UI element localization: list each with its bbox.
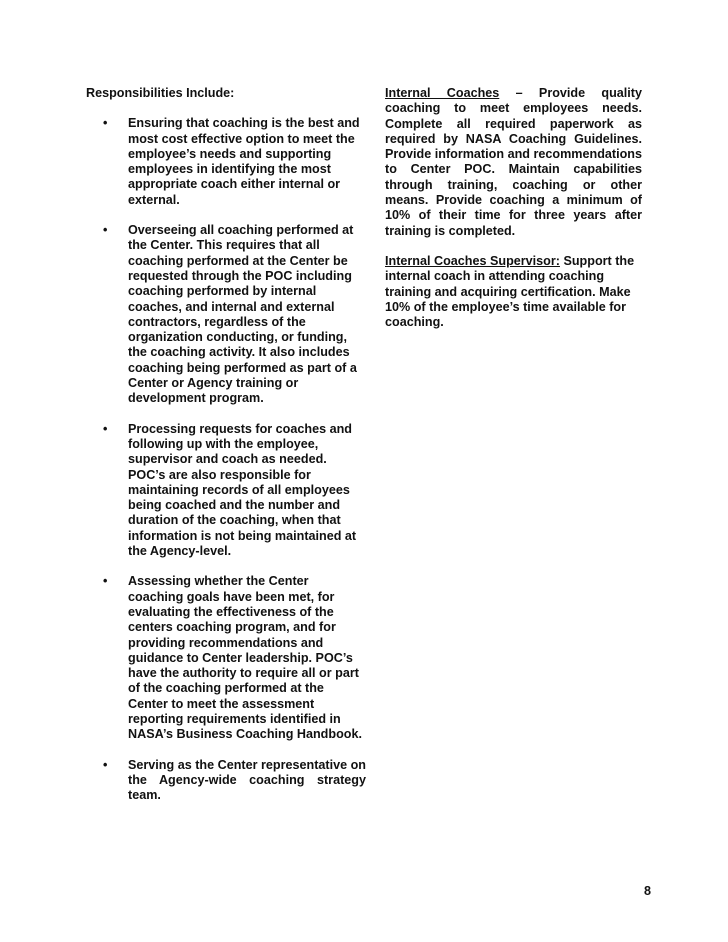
internal-coaches-supervisor-text: Support the internal coach in attending coaching training and acquiring certification. Make 10% of the employee’s time available for coaching. bbox=[385, 253, 635, 330]
responsibilities-column bbox=[86, 86, 366, 818]
list-item-text: Overseeing all coaching performed at the Center. This requires that all coaching performed at the Center be requested through the POC including coaching performed by internal coaches, and internal and external contractors, regardless of the organization conducting, or funding, the coaching activity. It also includes coaching being performed as part of a Center or Agency training or development program. bbox=[128, 223, 357, 406]
responsibilities-heading: Responsibilities Include: bbox=[86, 86, 235, 100]
list-item bbox=[86, 758, 366, 804]
responsibilities-list bbox=[86, 116, 366, 803]
list-item-text: Assessing whether the Center coaching goals have been met, for evaluating the effectiveness of the centers coaching program, and for providing recommendations and guidance to Center leadership. POC’s have the authority to require all or part of the coaching performed at the Center to meet the assessment reporting requirements identified in NASA’s Business Coaching Handbook. bbox=[128, 574, 362, 742]
internal-coaches-supervisor-paragraph bbox=[385, 254, 642, 330]
internal-coaches-paragraph bbox=[385, 86, 642, 239]
page-number: 8 bbox=[643, 884, 651, 898]
list-item bbox=[86, 116, 366, 208]
bullet-icon: • bbox=[103, 757, 108, 772]
bullet-icon: • bbox=[103, 574, 108, 589]
bullet-icon: • bbox=[103, 116, 108, 131]
bullet-icon: • bbox=[103, 223, 108, 238]
list-item bbox=[86, 574, 366, 742]
internal-coaches-supervisor-label: Internal Coaches Supervisor: bbox=[385, 253, 560, 268]
list-item-text: Ensuring that coaching is the best and most cost effective option to meet the employee’s needs and supporting employees in identifying the most appropriate coach either internal or external. bbox=[128, 116, 360, 207]
list-item bbox=[86, 422, 366, 560]
internal-coaches-text: – Provide quality coaching to meet employees needs. Complete all required paperwork as required by NASA Coaching Guidelines. Provide information and recommendations to Center POC. Maintain capabilities through training, coaching or other means. Provide coaching a minimum of 10% of their time for three years after training is completed. bbox=[385, 86, 643, 238]
roles-column bbox=[385, 86, 642, 345]
list-item-text: Serving as the Center representative on the Agency-wide coaching strategy team. bbox=[128, 757, 366, 803]
list-item bbox=[86, 223, 366, 407]
bullet-icon: • bbox=[103, 421, 108, 436]
list-item-text: Processing requests for coaches and following up with the employee, supervisor and coach as needed. POC’s are also responsible for maintaining records of all employees being coached and the number and duration of the coaching, when that information is not being maintained at the Agency-level. bbox=[128, 421, 357, 559]
internal-coaches-label: Internal Coaches bbox=[385, 86, 500, 100]
